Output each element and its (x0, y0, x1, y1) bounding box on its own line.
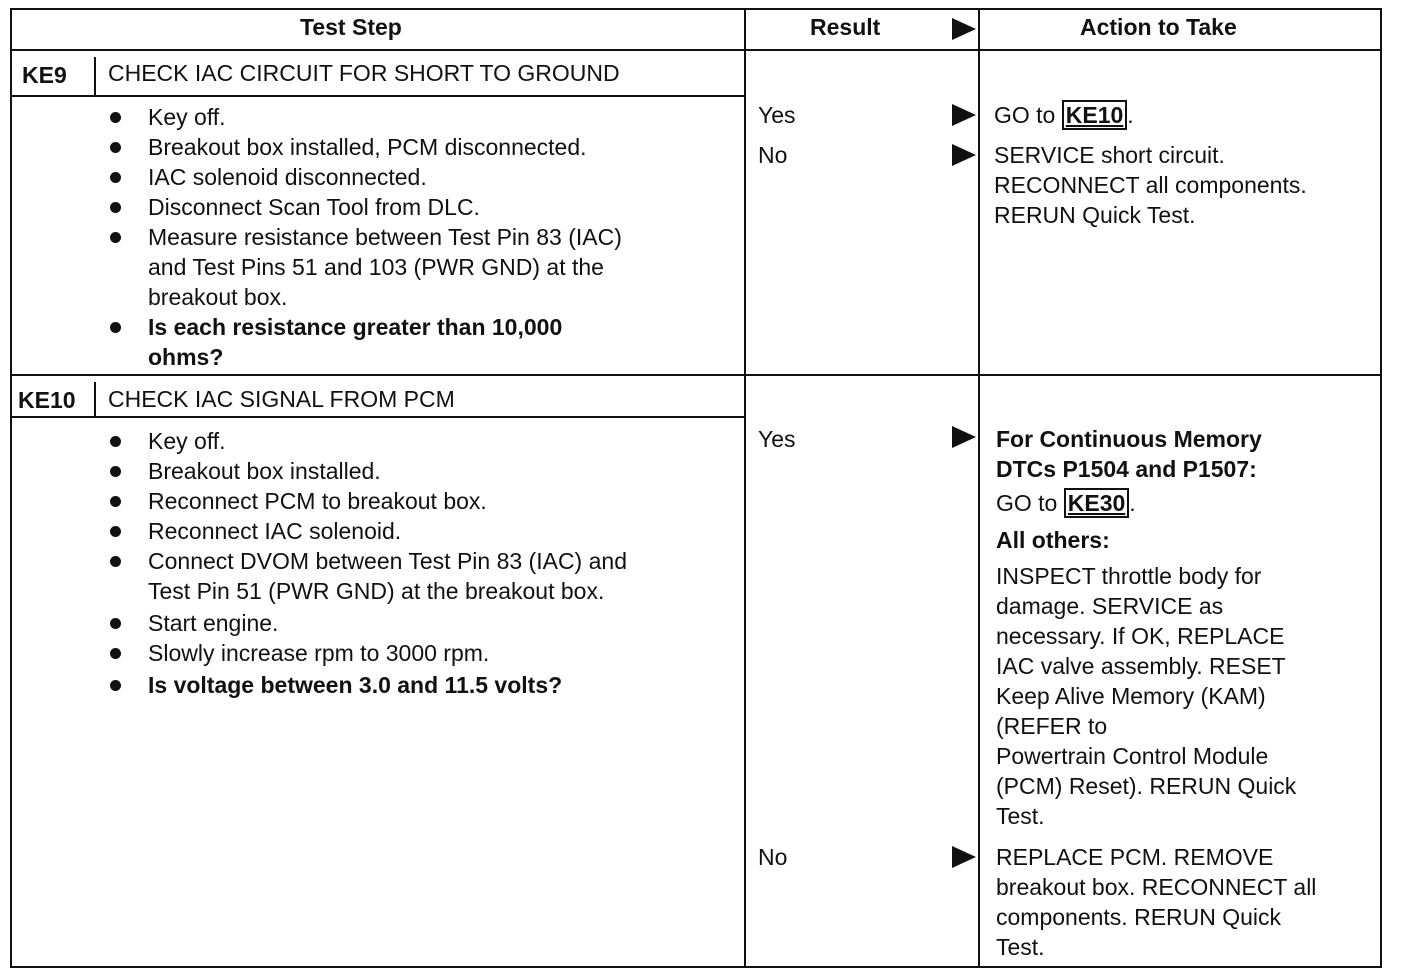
bullet-icon (110, 232, 121, 243)
header-divider (10, 49, 1382, 51)
arrow-icon (952, 426, 976, 448)
bullet-icon (110, 322, 121, 333)
ke9-question-cont: ohms? (148, 344, 224, 370)
ke9-step: Disconnect Scan Tool from DLC. (148, 194, 480, 220)
bullet-icon (110, 648, 121, 659)
ke10-no-action: components. RERUN Quick (996, 904, 1282, 930)
ke9-id: KE9 (22, 62, 67, 88)
ke10-step-cont: Test Pin 51 (PWR GND) at the breakout box. (148, 578, 605, 604)
row-divider-ke10 (10, 374, 1382, 376)
ke9-title-underline (10, 95, 746, 97)
ke9-question: Is each resistance greater than 10,000 (148, 314, 563, 340)
ke10-no-action: Test. (996, 934, 1045, 960)
col-divider-result (744, 8, 746, 968)
ke10-title-underline (10, 416, 746, 418)
ke30-reference-link[interactable]: KE30 (1064, 488, 1130, 518)
bullet-icon (110, 618, 121, 629)
ke10-others-text: Test. (996, 803, 1045, 829)
ke10-step: Key off. (148, 428, 226, 454)
ke10-others-text: damage. SERVICE as (996, 593, 1224, 619)
ke10-step: Breakout box installed. (148, 458, 381, 484)
ke10-title: CHECK IAC SIGNAL FROM PCM (108, 386, 455, 412)
ke10-step: Connect DVOM between Test Pin 83 (IAC) and (148, 548, 627, 574)
ke9-id-divider (94, 57, 96, 95)
ke10-step: Slowly increase rpm to 3000 rpm. (148, 640, 490, 666)
ke10-question: Is voltage between 3.0 and 11.5 volts? (148, 672, 563, 698)
ke10-result-yes: Yes (758, 426, 796, 452)
ke10-no-action: REPLACE PCM. REMOVE (996, 844, 1274, 870)
bullet-icon (110, 556, 121, 567)
ke9-step-cont: breakout box. (148, 284, 288, 310)
bullet-icon (110, 526, 121, 537)
bullet-icon (110, 112, 121, 123)
ke10-others-text: IAC valve assembly. RESET (996, 653, 1286, 679)
ke10-others-text: Keep Alive Memory (KAM) (996, 683, 1266, 709)
ke10-others-text: (REFER to (996, 713, 1108, 739)
header-test-step: Test Step (300, 14, 402, 40)
bullet-icon (110, 436, 121, 447)
ke10-step: Reconnect IAC solenoid. (148, 518, 402, 544)
ke10-id-divider (94, 382, 96, 418)
header-arrow-icon (952, 18, 976, 40)
arrow-icon (952, 104, 976, 126)
ke9-no-action: RERUN Quick Test. (994, 202, 1196, 228)
ke9-step: Breakout box installed, PCM disconnected. (148, 134, 587, 160)
ke10-yes-goto: GO to KE30 . (996, 490, 1136, 516)
ke10-others-heading: All others: (996, 527, 1110, 553)
bullet-icon (110, 172, 121, 183)
arrow-icon (952, 144, 976, 166)
ke9-step: IAC solenoid disconnected. (148, 164, 427, 190)
ke9-title: CHECK IAC CIRCUIT FOR SHORT TO GROUND (108, 60, 620, 86)
ke9-yes-action: GO to KE10 . (994, 102, 1134, 128)
bullet-icon (110, 466, 121, 477)
ke10-step: Start engine. (148, 610, 279, 636)
col-divider-action (978, 8, 980, 968)
ke9-result-no: No (758, 142, 788, 168)
header-result: Result (810, 14, 881, 40)
ke10-no-action: breakout box. RECONNECT all (996, 874, 1317, 900)
ke10-yes-heading: For Continuous Memory (996, 426, 1262, 452)
arrow-icon (952, 846, 976, 868)
ke10-yes-heading: DTCs P1504 and P1507: (996, 456, 1257, 482)
ke10-reference-link[interactable]: KE10 (1062, 100, 1128, 130)
ke9-step-cont: and Test Pins 51 and 103 (PWR GND) at the (148, 254, 604, 280)
ke9-result-yes: Yes (758, 102, 796, 128)
ke10-others-text: INSPECT throttle body for (996, 563, 1262, 589)
ke9-no-action: RECONNECT all components. (994, 172, 1307, 198)
ke9-step: Measure resistance between Test Pin 83 (IAC) (148, 224, 622, 250)
bullet-icon (110, 142, 121, 153)
ke9-step: Key off. (148, 104, 226, 130)
ke10-others-text: necessary. If OK, REPLACE (996, 623, 1285, 649)
ke9-no-action: SERVICE short circuit. (994, 142, 1225, 168)
ke10-id: KE10 (18, 387, 76, 413)
bullet-icon (110, 202, 121, 213)
ke10-others-text: Powertrain Control Module (996, 743, 1269, 769)
bullet-icon (110, 680, 121, 691)
bullet-icon (110, 496, 121, 507)
ke10-result-no: No (758, 844, 788, 870)
header-action: Action to Take (1080, 14, 1237, 40)
ke10-step: Reconnect PCM to breakout box. (148, 488, 487, 514)
ke10-others-text: (PCM) Reset). RERUN Quick (996, 773, 1297, 799)
